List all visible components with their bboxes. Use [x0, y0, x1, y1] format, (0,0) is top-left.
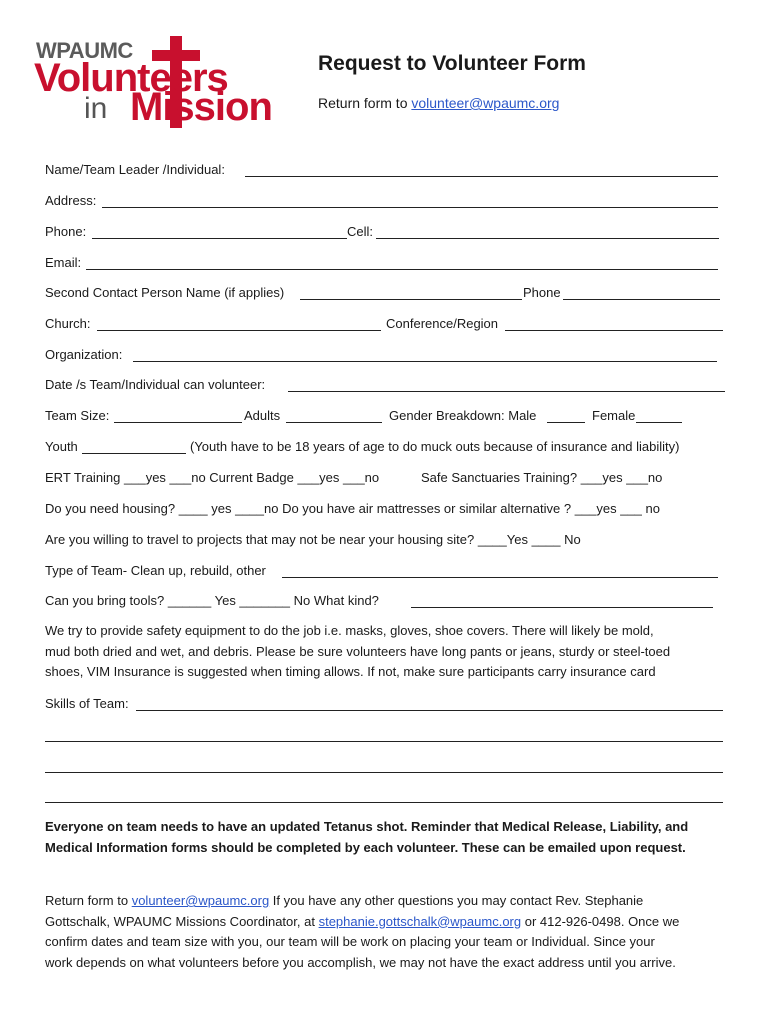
tools-line[interactable]: Can you bring tools? ______ Yes _______ No What kind?: [45, 593, 379, 608]
return-label: Return form to: [318, 95, 412, 111]
phone-field[interactable]: [92, 238, 347, 239]
name-field[interactable]: [245, 176, 718, 177]
ert-training-line[interactable]: ERT Training ___yes ___no Current Badge ___yes ___no: [45, 470, 380, 485]
adults-label: Adults: [244, 408, 281, 423]
email-label: Email:: [45, 255, 82, 270]
logo-wpaumc: WPAUMC: [36, 38, 133, 63]
youth-field[interactable]: [82, 453, 186, 454]
return-line: [318, 95, 559, 111]
dates-field[interactable]: [288, 391, 725, 392]
safety-paragraph: [45, 621, 670, 683]
skills-label: Skills of Team:: [45, 696, 129, 711]
footer-line: confirm dates and team size with you, our team will be work on placing your team or Individual. Since your: [45, 934, 655, 949]
safety-line: shoes, VIM Insurance is suggested when timing allows. If not, make sure participants carry insurance card: [45, 664, 656, 679]
safety-line: mud both dried and wet, and debris. Please be sure volunteers have long pants or jeans, sturdy or steel-toed: [45, 643, 671, 659]
phone-label: Phone:: [45, 224, 87, 239]
tools-kind-field[interactable]: [411, 607, 713, 608]
team-type-field[interactable]: [282, 577, 718, 578]
page-title: Request to Volunteer Form: [318, 52, 586, 75]
return-email-link[interactable]: volunteer@wpaumc.org: [411, 95, 560, 111]
cell-label: Cell:: [347, 224, 374, 239]
second-phone-label: Phone: [523, 285, 561, 300]
address-field[interactable]: [102, 207, 718, 208]
logo-mission: Mission: [130, 85, 272, 129]
skills-field-line[interactable]: [45, 772, 723, 773]
footer-line: work depends on what volunteers before you accomplish, we may not have the exact address until you arrive.: [45, 954, 676, 970]
youth-note: (Youth have to be 18 years of age to do muck outs because of insurance and liability): [190, 439, 680, 454]
footer-line: [45, 912, 679, 933]
gender-male-label: Gender Breakdown: Male: [389, 408, 537, 423]
footer-text: Gottschalk, WPAUMC Missions Coordinator, at: [45, 913, 319, 929]
tetanus-notice: [45, 817, 688, 858]
skills-field-line[interactable]: [45, 802, 723, 803]
cell-field[interactable]: [376, 238, 719, 239]
conference-field[interactable]: [505, 330, 723, 331]
address-label: Address:: [45, 193, 97, 208]
notice-line: Everyone on team needs to have an updated Tetanus shot. Reminder that Medical Release, Liability, and: [45, 819, 689, 834]
coordinator-email-link[interactable]: stephanie.gottschalk@wpaumc.org: [318, 913, 522, 929]
youth-label: Youth: [45, 439, 78, 454]
volunteer-email-link[interactable]: volunteer@wpaumc.org: [131, 893, 270, 908]
second-contact-label: Second Contact Person Name (if applies): [45, 285, 285, 300]
notice-line: Medical Information forms should be completed by each volunteer. These can be emailed upon request.: [45, 839, 686, 855]
travel-line[interactable]: Are you willing to travel to projects that may not be near your housing site? ____Yes ____ No: [45, 532, 581, 547]
name-label: Name/Team Leader /Individual:: [45, 162, 225, 177]
second-contact-field[interactable]: [300, 299, 522, 300]
team-size-field[interactable]: [114, 422, 242, 423]
logo-volunteers: Volunteers: [34, 56, 228, 100]
conference-label: Conference/Region: [386, 316, 499, 331]
church-field[interactable]: [97, 330, 381, 331]
email-field[interactable]: [86, 269, 718, 270]
female-field[interactable]: [636, 422, 682, 423]
organization-label: Organization:: [45, 347, 123, 362]
dates-label: Date /s Team/Individual can volunteer:: [45, 377, 266, 392]
footer-text: or 412-926-0498. Once we: [521, 913, 680, 929]
adults-field[interactable]: [286, 422, 382, 423]
team-size-label: Team Size:: [45, 408, 110, 423]
second-phone-field[interactable]: [563, 299, 720, 300]
team-type-label: Type of Team- Clean up, rebuild, other: [45, 563, 266, 578]
church-label: Church:: [45, 316, 91, 331]
safe-sanctuaries-line[interactable]: Safe Sanctuaries Training? ___yes ___no: [421, 470, 663, 485]
footer-text: Return form to: [45, 893, 132, 908]
safety-line: We try to provide safety equipment to do the job i.e. masks, gloves, shoe covers. There will likely be mold,: [45, 623, 654, 638]
organization-field[interactable]: [133, 361, 717, 362]
skills-field[interactable]: [136, 710, 723, 711]
housing-line[interactable]: Do you need housing? ____ yes ____no Do you have air mattresses or similar alternative ? ___yes ___ no: [45, 501, 660, 516]
skills-field-line[interactable]: [45, 741, 723, 742]
logo-in: in: [84, 92, 108, 125]
footer-text: If you have any other questions you may contact Rev. Stephanie: [269, 893, 644, 908]
footer-line: [45, 891, 679, 912]
male-field[interactable]: [547, 422, 585, 423]
footer-paragraph: [45, 891, 679, 973]
female-label: Female: [592, 408, 636, 423]
